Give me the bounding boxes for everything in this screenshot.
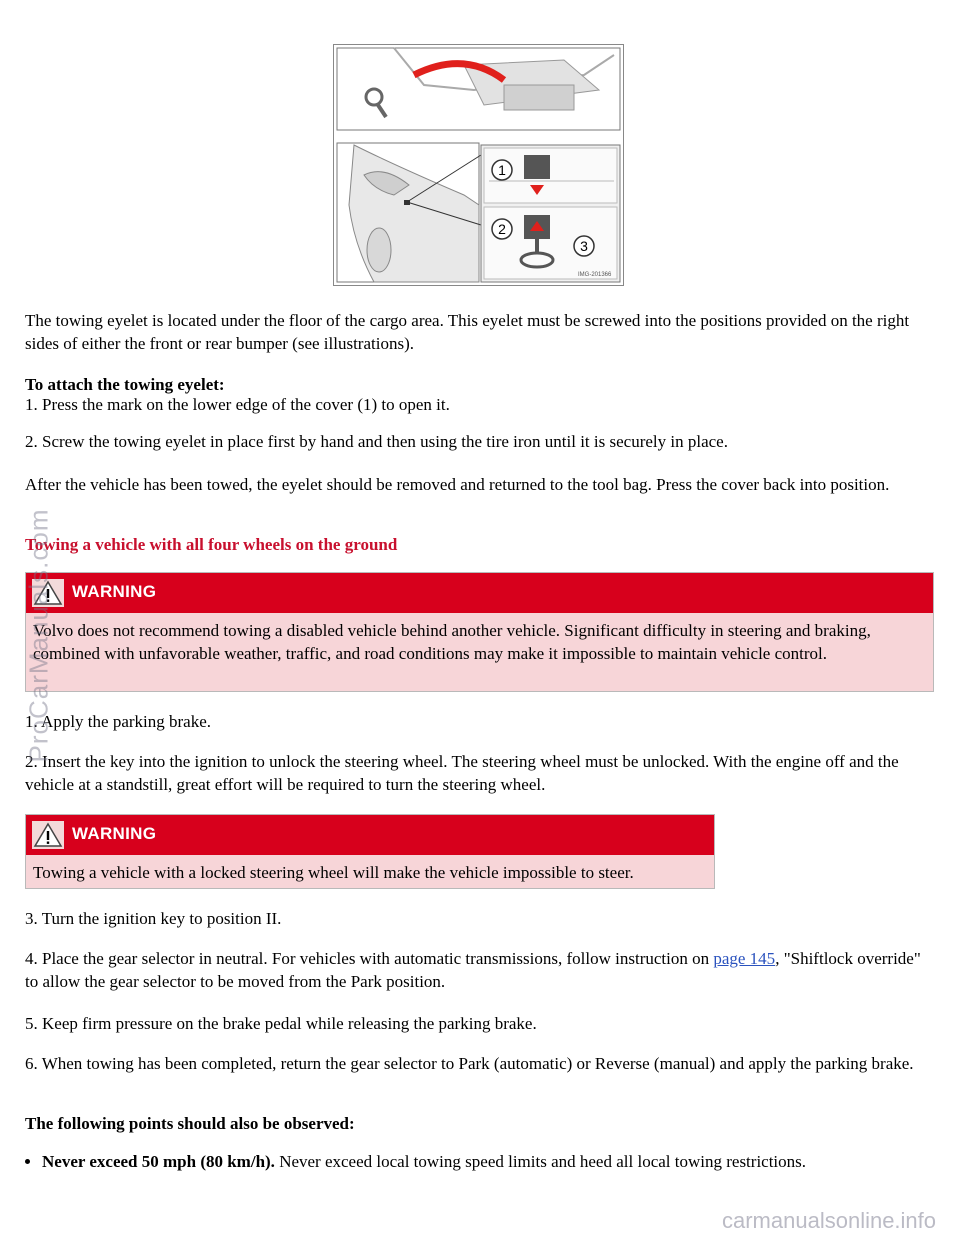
step-3: 3. Turn the ignition key to position II.	[25, 909, 282, 928]
warning-label: WARNING	[72, 824, 157, 843]
attach-step-2: 2. Screw the towing eyelet in place first by hand and then using the tire iron until it is securely in place.	[25, 432, 728, 451]
attach-step-1: 1. Press the mark on the lower edge of the cover (1) to open it.	[25, 395, 450, 414]
step-4	[25, 947, 930, 993]
observe-list	[22, 1150, 947, 1173]
step-4-text: 4. Place the gear selector in neutral. For vehicles with automatic transmissions, follow instruction on	[25, 949, 714, 968]
observe-heading: The following points should also be observed:	[25, 1114, 355, 1133]
warning-triangle-icon	[32, 821, 64, 849]
step-insert-key: 2. Insert the key into the ignition to unlock the steering wheel. The steering wheel must be unlocked. With the engine off and the vehicle at a standstill, great effort will be required to turn the steering wheel.	[25, 752, 899, 794]
warning-box-2	[25, 814, 715, 889]
step-6: 6. When towing has been completed, return the gear selector to Park (automatic) or Reverse (manual) and apply the parking brake.	[25, 1054, 914, 1073]
page-145-link[interactable]: page 145	[713, 949, 776, 968]
warning-label: WARNING	[72, 582, 157, 601]
step-4-text-end: , "Shiftlock override" to allow the gear selector to be moved from the Park position.	[25, 949, 921, 991]
bullet-text: Never exceed local towing speed limits and heed all local towing restrictions.	[274, 1152, 807, 1171]
illustration-svg	[334, 45, 623, 285]
bullet-bold-text: Never exceed 50 mph (80 km/h).	[42, 1152, 275, 1171]
intro-paragraph: The towing eyelet is located under the floor of the cargo area. This eyelet must be screwed into the positions provided on the right sides of either the front or rear bumper (see illustrations).	[25, 311, 910, 353]
warning-text: Towing a vehicle with a locked steering wheel will make the vehicle impossible to steer.	[33, 863, 634, 882]
after-towing-paragraph: After the vehicle has been towed, the eyelet should be removed and returned to the tool bag. Press the cover back into position.	[25, 475, 890, 494]
callout-2: 2	[498, 221, 506, 237]
side-watermark: ProCarManuals.com	[23, 508, 54, 763]
towing-eyelet-illustration	[333, 44, 624, 286]
step-apply-brake: 1. Apply the parking brake.	[25, 712, 212, 731]
footer-watermark: carmanualsonline.info	[722, 1208, 937, 1233]
step-5: 5. Keep firm pressure on the brake pedal while releasing the parking brake.	[25, 1014, 537, 1033]
warning-box-1	[25, 572, 934, 692]
warning-text: Volvo does not recommend towing a disabled vehicle behind another vehicle. Significant difficulty in steering and braking, combined with unfavorable weather, traffic, and road conditions may make it impossible to maintain vehicle control.	[33, 621, 871, 663]
image-code: IMG-201366	[578, 272, 612, 278]
attach-heading: To attach the towing eyelet:	[25, 375, 225, 394]
warning-header	[26, 815, 714, 855]
warning-header	[26, 573, 933, 613]
list-item	[42, 1150, 947, 1173]
callout-1: 1	[498, 162, 506, 178]
callout-3: 3	[580, 238, 588, 254]
section-heading: Towing a vehicle with all four wheels on the ground	[25, 535, 398, 554]
